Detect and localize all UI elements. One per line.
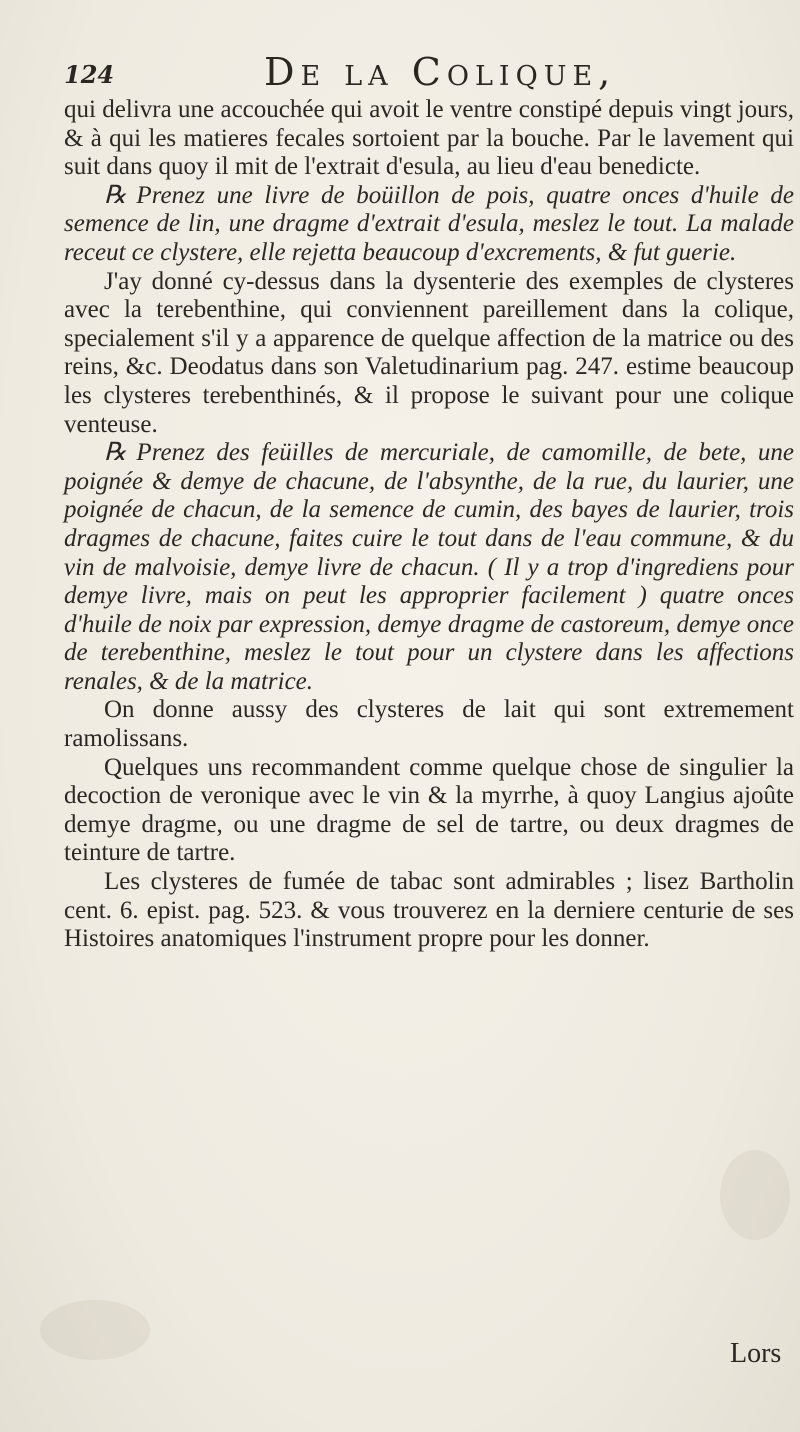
paragraph-text: J'ay donné cy-dessus dans la dysenterie des exemples de clysteres avec la terebenthine, qui conviennent pareillement dans la colique, specialement s'il y a apparence de quelque affection de la matrice ou des reins, &c. Deodatus dans son Valetudinarium pag. 247. estime beaucoup les clysteres terebenthinés, & il propose le suivant pour une colique venteuse. [64, 267, 794, 438]
paragraph-text: On donne aussy des clysteres de lait qui sont extremement ramolissans. [64, 696, 794, 753]
paragraph-text: qui delivra une accouchée qui avoit le ventre constipé depuis vingt jours, & à qui les matieres fecales sortoient par la bouche. Par le lavement qui suit dans quoy il mit de l'extrait d'esula, au lieu d'eau benedicte. [64, 96, 794, 181]
paragraph-text: Prenez des feüilles de mercuriale, de camomille, de bete, une poignée & demye de chacune, de l'absynthe, de la rue, du laurier, une poignée de chacun, de la semence de cumin, des bayes de laurier, trois dragmes de chacune, faites cuire le tout dans de l'eau commune, & du vin de malvoisie, demye livre de chacun. ( Il y a trop d'ingrediens pour demye livre, mais on peut les approprier facilement ) quatre onces d'huile de noix par expression, demye dragme de castoreum, demye once de terebenthine, meslez le tout pour un clystere dans les affections renales, & de la matrice. [64, 439, 794, 695]
paragraph-continuation [64, 96, 794, 182]
catchword: Lors [730, 1338, 782, 1369]
paragraph-text: Prenez une livre de boüillon de pois, quatre onces d'huile de semence de lin, une dragme d'extrait d'esula, meslez le tout. La malade receut ce clystere, elle rejetta beaucoup d'excrements, & fut guerie. [64, 181, 794, 266]
paragraph [64, 868, 794, 954]
paragraph-text: Les clysteres de fumée de tabac sont admirables ; lisez Bartholin cent. 6. epist. pag. 523. & vous trouverez en la derniere centurie de ses Histoires anatomiques l'instrument propre pour les donner. [64, 868, 794, 953]
running-title: De la Colique, [264, 50, 617, 94]
recipe-symbol: ℞ [104, 439, 127, 467]
paragraph-text: Quelques uns recommandent comme quelque chose de singulier la decoction de veronique avec le vin & la myrrhe, à quoy Langius ajoûte demye dragme, ou une dragme de sel de tartre, ou deux dragmes de teinture de tartre. [64, 753, 794, 867]
prescription-paragraph [64, 439, 794, 696]
paragraph [64, 754, 794, 868]
prescription-paragraph [64, 182, 794, 268]
body-text [64, 96, 794, 954]
paper-stain [40, 1300, 150, 1360]
paper-stain [720, 1150, 790, 1240]
recipe-symbol: ℞ [104, 181, 127, 209]
page-header [64, 50, 764, 100]
paragraph [64, 268, 794, 440]
paragraph [64, 696, 794, 753]
page-number: 124 [64, 60, 115, 89]
